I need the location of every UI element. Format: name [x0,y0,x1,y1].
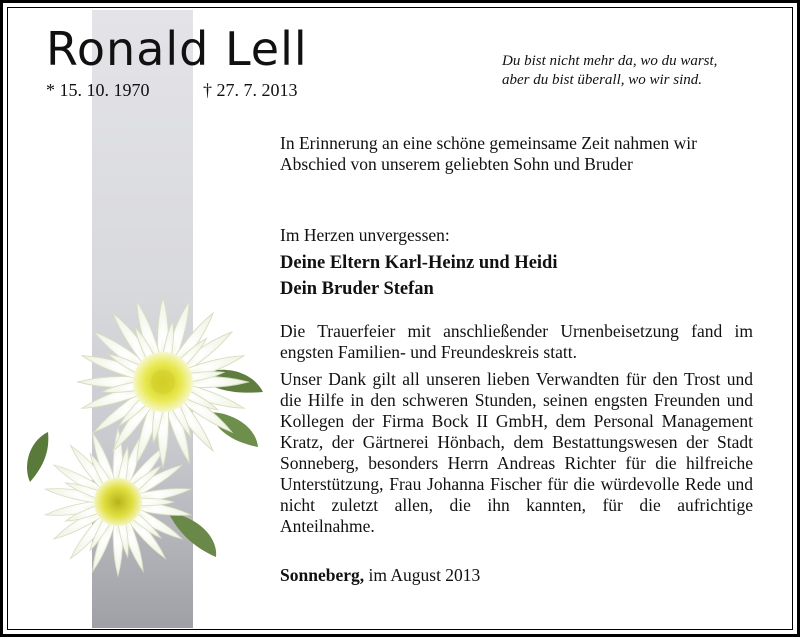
notice-date: im August 2013 [368,565,481,585]
place-date [280,565,753,586]
lower-dahlia [44,428,191,576]
place-name: Sonneberg, [280,565,365,585]
thanks-text: Unser Dank gilt all unseren lieben Verwandten für den Trost und die Hilfe in den schweren Stunden, seinen engsten Freunden und Kollegen der Firma Bock II GmbH, dem Personal Management Kratz, der Gärtnerei Hönbach, dem Bestattungswesen der Stadt Sonneberg, besonders Herrn Andreas Richter für die hilfreiche Unterstützung, Frau Johanna Fischer für die würdevolle Rede und nicht zuletzt allen, die ihn kannten, für die aufrichtige Anteilnahme. [280,369,753,536]
parents-name: Deine Eltern Karl-Heinz und Heidi [280,253,558,273]
memory-label: Im Herzen unvergessen: [280,225,450,245]
intro-text: In Erinnerung an eine schöne gemeinsame Zeit nahmen wir Abschied von unserem geliebten Sohn und Bruder [280,133,697,174]
brother-name: Dein Bruder Stefan [280,279,434,299]
dahlia-flowers-image [18,282,268,612]
birth-date: * 15. 10. 1970 [46,80,150,100]
family-names [280,250,558,302]
quote-line-1: Du bist nicht mehr da, wo du warst, [502,53,718,69]
memorial-quote [502,52,717,90]
deceased-name: Ronald Lell [46,22,308,76]
funeral-note: Die Trauerfeier mit anschließender Urnenbeisetzung fand im engsten Familien- und Freundeskreis statt. [280,321,753,362]
upper-dahlia [78,297,248,467]
death-date: † 27. 7. 2013 [203,80,298,100]
quote-line-2: aber du bist überall, wo wir sind. [502,72,703,88]
